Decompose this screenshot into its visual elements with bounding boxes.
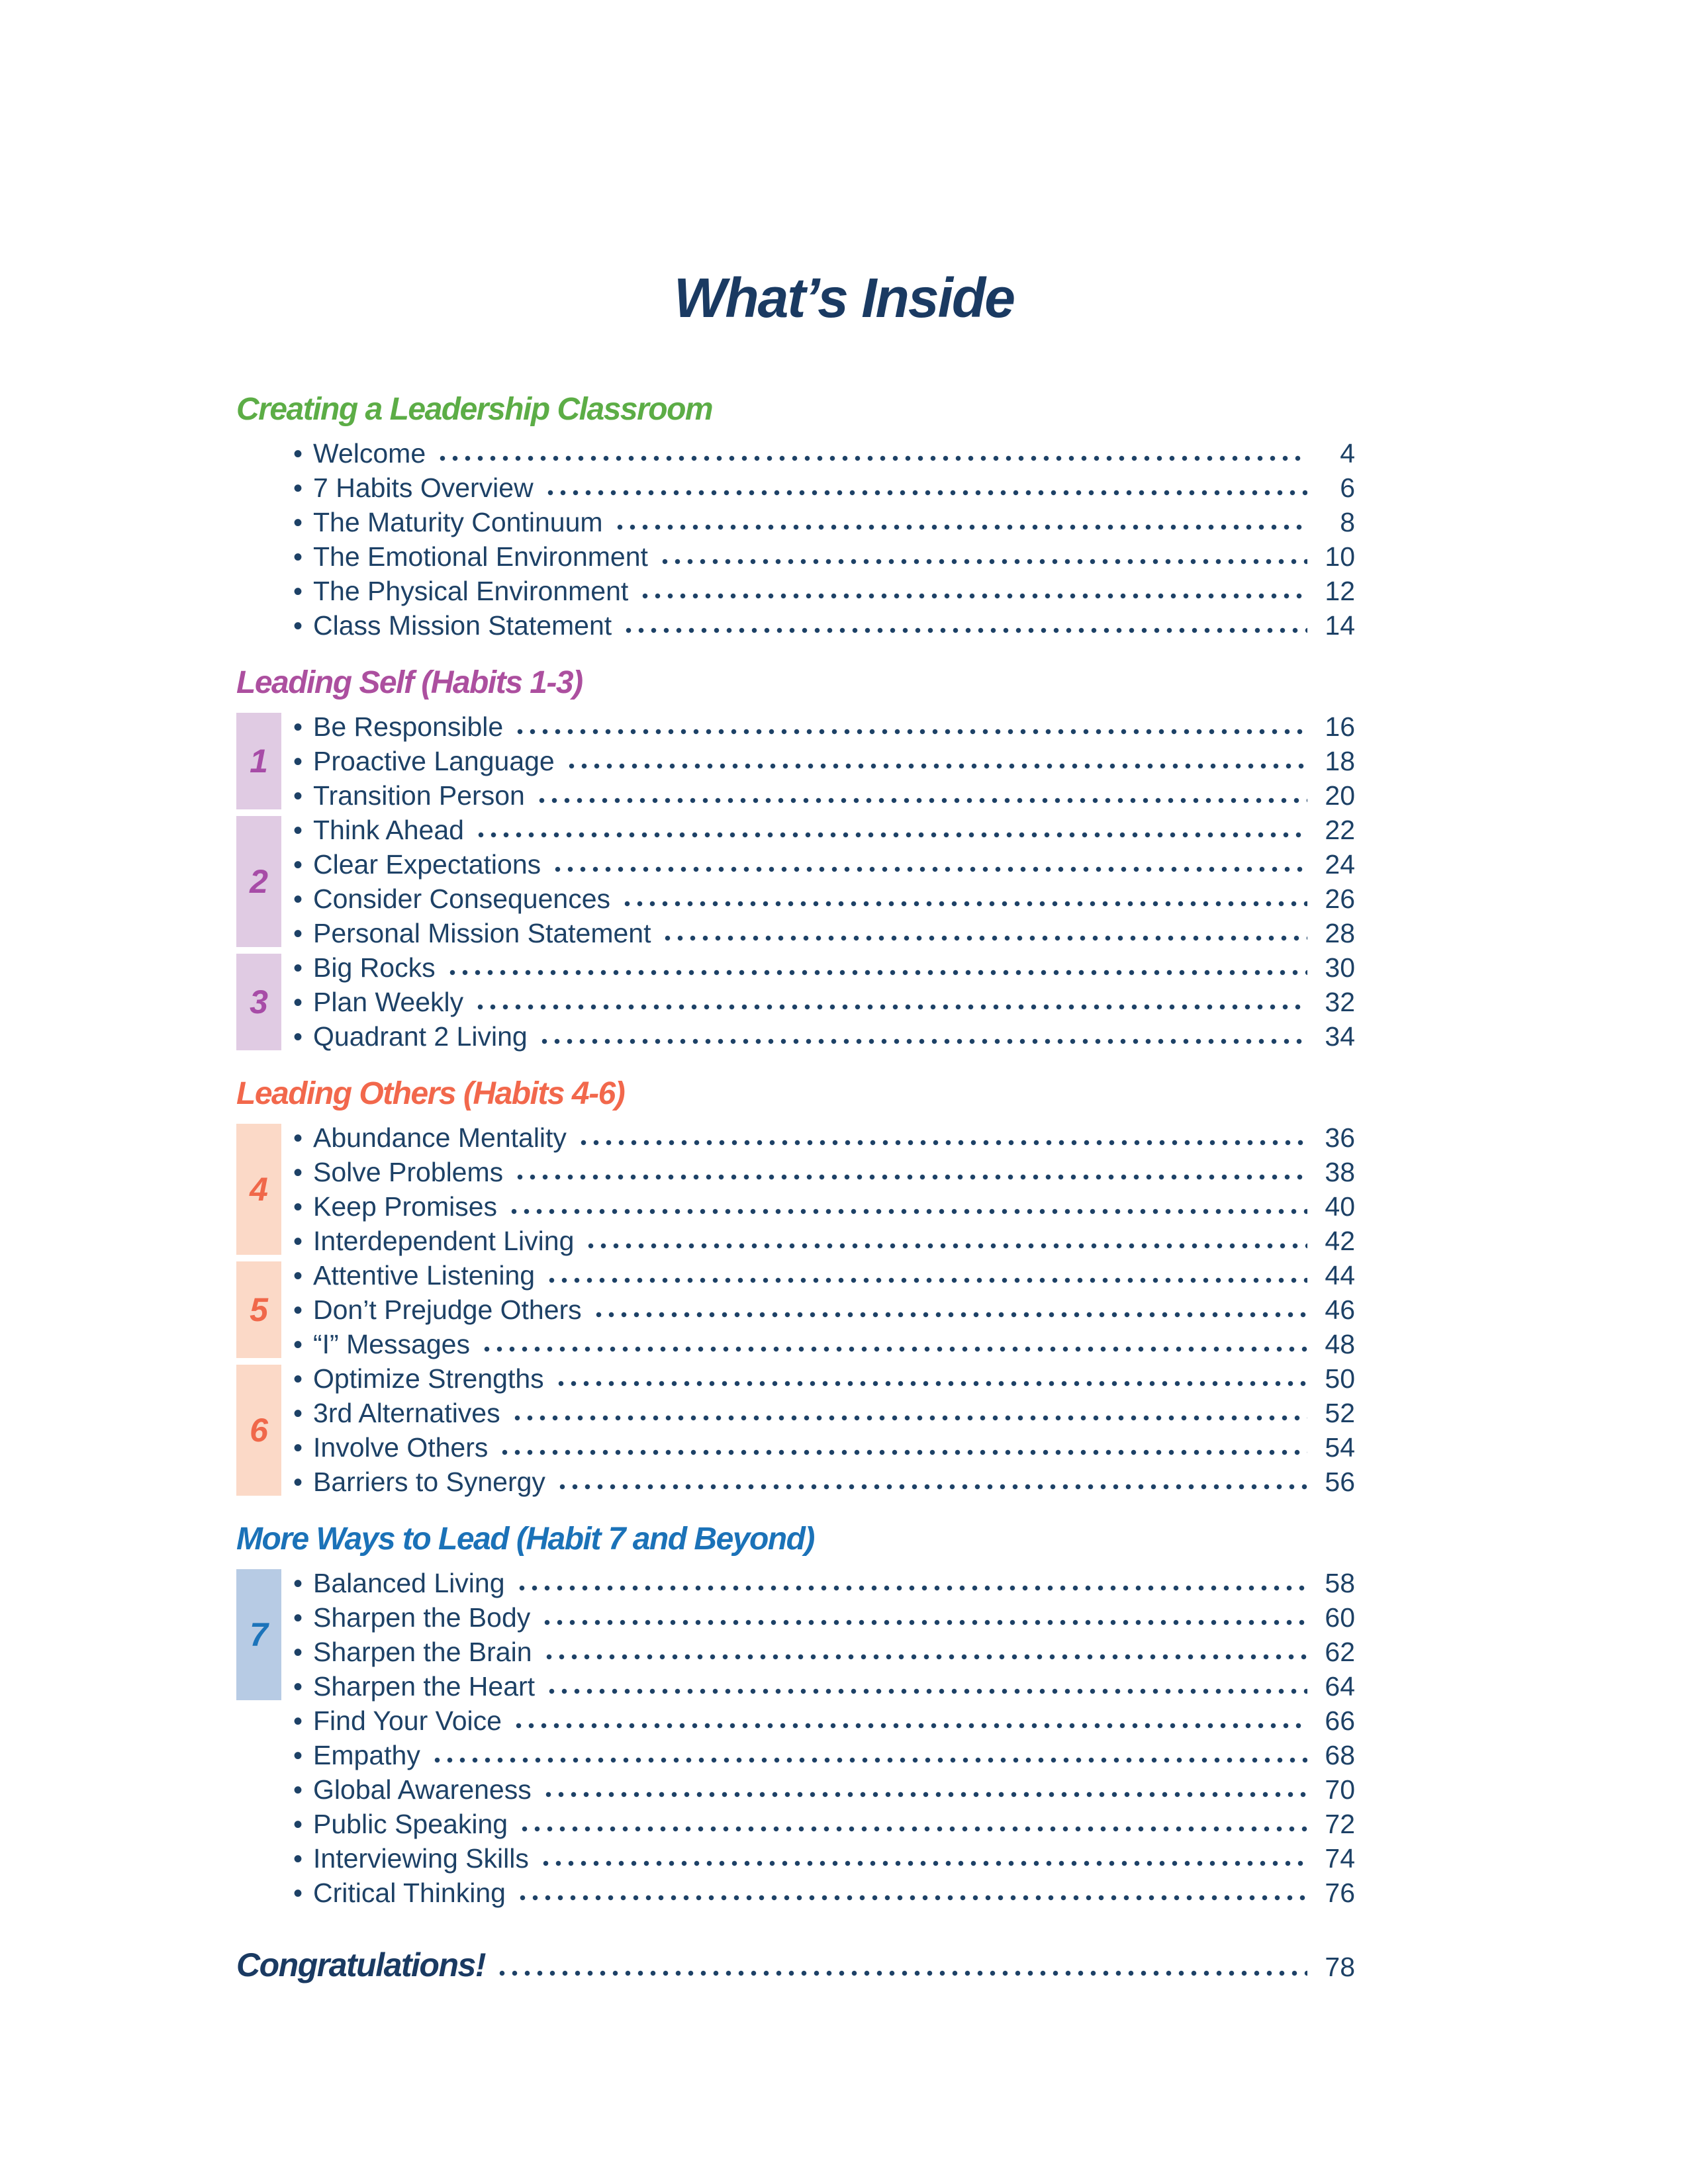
bullet-icon: •: [293, 1638, 303, 1667]
entry-label: Sharpen the Body: [313, 1602, 531, 1633]
entry-page-number: 34: [1325, 1021, 1355, 1052]
habit-group: [236, 1704, 1355, 1910]
dot-leader: [575, 1120, 1307, 1155]
dot-leader: [511, 1155, 1307, 1189]
habit-number: 1: [250, 743, 268, 780]
entry-page-number: 36: [1325, 1122, 1355, 1153]
entry-page-number: 18: [1325, 746, 1355, 776]
toc-entry: [293, 539, 1355, 574]
bullet-icon: •: [293, 508, 303, 537]
dot-leader: [549, 847, 1307, 882]
habit-group: [236, 813, 1355, 950]
dot-leader: [582, 1224, 1307, 1258]
dot-leader: [636, 574, 1307, 608]
entry-list: [236, 1704, 1355, 1910]
bullet-icon: •: [293, 577, 303, 606]
dot-leader: [533, 778, 1307, 813]
dot-leader: [538, 1600, 1307, 1635]
entry-page-number: 70: [1325, 1774, 1355, 1805]
entry-page-number: 50: [1325, 1363, 1355, 1394]
page-title: What’s Inside: [674, 267, 1014, 329]
habit-number-badge: [236, 1261, 281, 1358]
entry-label: Attentive Listening: [313, 1260, 536, 1291]
habit-number: 4: [250, 1171, 268, 1208]
dot-leader: [537, 1841, 1307, 1876]
bullet-icon: •: [293, 1879, 303, 1908]
bullet-icon: •: [293, 850, 303, 880]
habit-group: [236, 709, 1355, 813]
entry-list: [236, 813, 1355, 950]
entry-label: Consider Consequences: [313, 884, 611, 914]
dot-leader: [496, 1430, 1307, 1465]
dot-leader: [611, 505, 1307, 539]
dot-leader: [516, 1807, 1307, 1841]
habit-group: [236, 1120, 1355, 1258]
entry-label: Balanced Living: [313, 1568, 505, 1598]
toc-entry: [293, 709, 1355, 744]
entry-page-number: 52: [1325, 1398, 1355, 1428]
toc-entry: [293, 1600, 1355, 1635]
dot-leader: [471, 985, 1307, 1019]
dot-leader: [543, 1669, 1307, 1704]
toc-entry: [293, 1293, 1355, 1327]
entry-label: Welcome: [313, 438, 426, 469]
toc-entry: [293, 744, 1355, 778]
entry-label: Public Speaking: [313, 1809, 508, 1839]
bullet-icon: •: [293, 1468, 303, 1497]
dot-leader: [444, 950, 1307, 985]
entry-page-number: 60: [1325, 1602, 1355, 1633]
dot-leader: [513, 1566, 1308, 1600]
toc-entry: [293, 950, 1355, 985]
toc-entry: [293, 1019, 1355, 1054]
bullet-icon: •: [293, 1330, 303, 1359]
entry-page-number: 8: [1340, 507, 1355, 537]
dot-leader: [553, 1465, 1307, 1499]
bullet-icon: •: [293, 1433, 303, 1463]
entry-page-number: 74: [1325, 1843, 1355, 1874]
entry-label: Sharpen the Heart: [313, 1671, 536, 1702]
entry-label: Proactive Language: [313, 746, 555, 776]
entry-label: The Emotional Environment: [313, 541, 648, 572]
habit-number-badge: [236, 1365, 281, 1496]
entry-page-number: 24: [1325, 849, 1355, 880]
congratulations-label: Congratulations!: [236, 1946, 485, 1983]
entry-label: Optimize Strengths: [313, 1363, 544, 1394]
bullet-icon: •: [293, 1776, 303, 1805]
habit-group: [236, 1566, 1355, 1704]
entry-page-number: 6: [1340, 473, 1355, 503]
entry-list: [236, 1120, 1355, 1258]
entry-label: Clear Expectations: [313, 849, 541, 880]
entry-page-number: 22: [1325, 815, 1355, 845]
dot-leader: [541, 471, 1307, 505]
toc-entry: [293, 436, 1355, 471]
habit-group: [236, 1258, 1355, 1361]
entry-label: Interdependent Living: [313, 1226, 575, 1256]
toc-entry: [293, 1155, 1355, 1189]
toc-entry: [293, 882, 1355, 916]
entry-label: Interviewing Skills: [313, 1843, 529, 1874]
toc-entry: [293, 471, 1355, 505]
toc-entry: [293, 1430, 1355, 1465]
entry-label: Quadrant 2 Living: [313, 1021, 528, 1052]
entry-label: Involve Others: [313, 1432, 489, 1463]
toc-entry: [293, 1120, 1355, 1155]
bullet-icon: •: [293, 885, 303, 914]
dot-leader: [472, 813, 1307, 847]
entry-list: [236, 436, 1355, 643]
toc-entry: [293, 1807, 1355, 1841]
entry-page-number: 26: [1325, 884, 1355, 914]
habit-number-badge: [236, 1124, 281, 1255]
dot-leader: [428, 1738, 1307, 1772]
entry-page-number: 72: [1325, 1809, 1355, 1839]
dot-leader: [510, 1704, 1307, 1738]
bullet-icon: •: [293, 1707, 303, 1736]
toc-entry: [293, 1772, 1355, 1807]
habit-number: 2: [250, 863, 268, 900]
toc-entry: [293, 1704, 1355, 1738]
habit-group: [236, 950, 1355, 1054]
entry-page-number: 16: [1325, 711, 1355, 742]
entry-label: Think Ahead: [313, 815, 464, 845]
entry-page-number: 78: [1325, 1952, 1355, 1982]
toc-entry: [293, 608, 1355, 643]
entry-page-number: 54: [1325, 1432, 1355, 1463]
habit-group: [236, 1361, 1355, 1499]
entry-page-number: 46: [1325, 1295, 1355, 1325]
toc-entry: [293, 916, 1355, 950]
bullet-icon: •: [293, 1261, 303, 1291]
entry-page-number: 42: [1325, 1226, 1355, 1256]
entry-page-number: 32: [1325, 987, 1355, 1017]
entry-page-number: 58: [1325, 1568, 1355, 1598]
toc-entry: [293, 1566, 1355, 1600]
entry-page-number: 68: [1325, 1740, 1355, 1770]
entry-label: 3rd Alternatives: [313, 1398, 500, 1428]
entry-label: Critical Thinking: [313, 1878, 506, 1908]
entry-page-number: 62: [1325, 1637, 1355, 1667]
bullet-icon: •: [293, 1193, 303, 1222]
entry-page-number: 48: [1325, 1329, 1355, 1359]
dot-leader: [620, 608, 1307, 643]
entry-page-number: 56: [1325, 1467, 1355, 1497]
dot-leader: [618, 882, 1307, 916]
dot-leader: [543, 1258, 1307, 1293]
habit-number-badge: [236, 954, 281, 1050]
habit-number: 3: [250, 983, 268, 1021]
entry-label: Keep Promises: [313, 1191, 498, 1222]
entry-label: Plan Weekly: [313, 987, 464, 1017]
toc-entry: [293, 1465, 1355, 1499]
entry-page-number: 10: [1325, 541, 1355, 572]
entry-page-number: 4: [1340, 438, 1355, 469]
toc-entry: [293, 1841, 1355, 1876]
habit-number: 5: [250, 1291, 268, 1328]
dot-leader: [590, 1293, 1307, 1327]
entry-label: Barriers to Synergy: [313, 1467, 545, 1497]
entry-label: Find Your Voice: [313, 1706, 502, 1736]
entry-label: Transition Person: [313, 780, 525, 811]
entry-label: Sharpen the Brain: [313, 1637, 532, 1667]
dot-leader: [563, 744, 1307, 778]
bullet-icon: •: [293, 1365, 303, 1394]
bullet-icon: •: [293, 1810, 303, 1839]
bullet-icon: •: [293, 919, 303, 948]
entry-list: [236, 950, 1355, 1054]
bullet-icon: •: [293, 1741, 303, 1770]
entry-label: The Physical Environment: [313, 576, 629, 606]
bullet-icon: •: [293, 1023, 303, 1052]
bullet-icon: •: [293, 1227, 303, 1256]
toc-entry: [293, 505, 1355, 539]
entry-page-number: 14: [1325, 610, 1355, 641]
habit-group: [236, 436, 1355, 643]
toc-section: [236, 392, 1355, 643]
bullet-icon: •: [293, 439, 303, 469]
congratulations-row: [236, 1942, 1355, 1988]
toc-entry: [293, 1327, 1355, 1361]
bullet-icon: •: [293, 1158, 303, 1187]
bullet-icon: •: [293, 782, 303, 811]
toc-entry: [293, 813, 1355, 847]
entry-label: Be Responsible: [313, 711, 504, 742]
dot-leader: [505, 1189, 1307, 1224]
section-heading: More Ways to Lead (Habit 7 and Beyond): [236, 1522, 814, 1557]
bullet-icon: •: [293, 1399, 303, 1428]
dot-leader: [656, 539, 1307, 574]
entry-page-number: 44: [1325, 1260, 1355, 1291]
habit-number: 7: [250, 1616, 268, 1653]
section-heading: Leading Others (Habits 4-6): [236, 1076, 625, 1111]
entry-label: Class Mission Statement: [313, 610, 612, 641]
entry-page-number: 38: [1325, 1157, 1355, 1187]
toc-entry: [293, 778, 1355, 813]
toc-section: [236, 665, 1355, 1054]
toc-entry: [293, 1738, 1355, 1772]
toc-entry: [293, 1876, 1355, 1910]
bullet-icon: •: [293, 543, 303, 572]
entry-list: [236, 1258, 1355, 1361]
dot-leader: [493, 1942, 1307, 1988]
dot-leader: [540, 1635, 1307, 1669]
entry-label: Empathy: [313, 1740, 420, 1770]
dot-leader: [536, 1019, 1307, 1054]
dot-leader: [478, 1327, 1307, 1361]
toc-entry: [293, 1258, 1355, 1293]
dot-leader: [434, 436, 1307, 471]
toc-entry: [293, 1361, 1355, 1396]
dot-leader: [659, 916, 1307, 950]
bullet-icon: •: [293, 1296, 303, 1325]
toc-entry: [293, 1635, 1355, 1669]
toc-entry: [293, 1224, 1355, 1258]
entry-page-number: 66: [1325, 1706, 1355, 1736]
entry-page-number: 28: [1325, 918, 1355, 948]
dot-leader: [511, 709, 1307, 744]
section-heading: Creating a Leadership Classroom: [236, 392, 713, 427]
entry-page-number: 64: [1325, 1671, 1355, 1702]
entry-label: The Maturity Continuum: [313, 507, 603, 537]
toc-entry: [293, 1189, 1355, 1224]
bullet-icon: •: [293, 816, 303, 845]
habit-number-badge: [236, 713, 281, 809]
dot-leader: [539, 1772, 1307, 1807]
entry-list: [236, 1361, 1355, 1499]
toc-section: [236, 1522, 1355, 1910]
entry-label: Abundance Mentality: [313, 1122, 567, 1153]
toc-section: [236, 1076, 1355, 1499]
entry-page-number: 76: [1325, 1878, 1355, 1908]
bullet-icon: •: [293, 612, 303, 641]
dot-leader: [508, 1396, 1307, 1430]
toc-entry: [293, 985, 1355, 1019]
entry-label: Big Rocks: [313, 952, 436, 983]
dot-leader: [552, 1361, 1307, 1396]
habit-number: 6: [250, 1412, 268, 1449]
bullet-icon: •: [293, 988, 303, 1017]
entry-page-number: 12: [1325, 576, 1355, 606]
entry-label: Personal Mission Statement: [313, 918, 651, 948]
toc-entry: [293, 574, 1355, 608]
bullet-icon: •: [293, 747, 303, 776]
bullet-icon: •: [293, 474, 303, 503]
entry-label: Global Awareness: [313, 1774, 532, 1805]
bullet-icon: •: [293, 713, 303, 742]
dot-leader: [514, 1876, 1307, 1910]
toc-entry: [293, 1669, 1355, 1704]
toc: [236, 392, 1355, 1988]
bullet-icon: •: [293, 1604, 303, 1633]
entry-label: “I” Messages: [313, 1329, 470, 1359]
entry-list: [236, 709, 1355, 813]
entry-label: 7 Habits Overview: [313, 473, 534, 503]
section-heading: Leading Self (Habits 1-3): [236, 665, 583, 700]
toc-entry: [293, 1396, 1355, 1430]
bullet-icon: •: [293, 1124, 303, 1153]
toc-entry: [293, 847, 1355, 882]
entry-page-number: 20: [1325, 780, 1355, 811]
entry-label: Don’t Prejudge Others: [313, 1295, 582, 1325]
habit-number-badge: [236, 1569, 281, 1700]
entry-list: [236, 1566, 1355, 1704]
entry-label: Solve Problems: [313, 1157, 504, 1187]
habit-number-badge: [236, 816, 281, 947]
bullet-icon: •: [293, 1569, 303, 1598]
bullet-icon: •: [293, 954, 303, 983]
bullet-icon: •: [293, 1672, 303, 1702]
bullet-icon: •: [293, 1844, 303, 1874]
entry-page-number: 40: [1325, 1191, 1355, 1222]
entry-page-number: 30: [1325, 952, 1355, 983]
